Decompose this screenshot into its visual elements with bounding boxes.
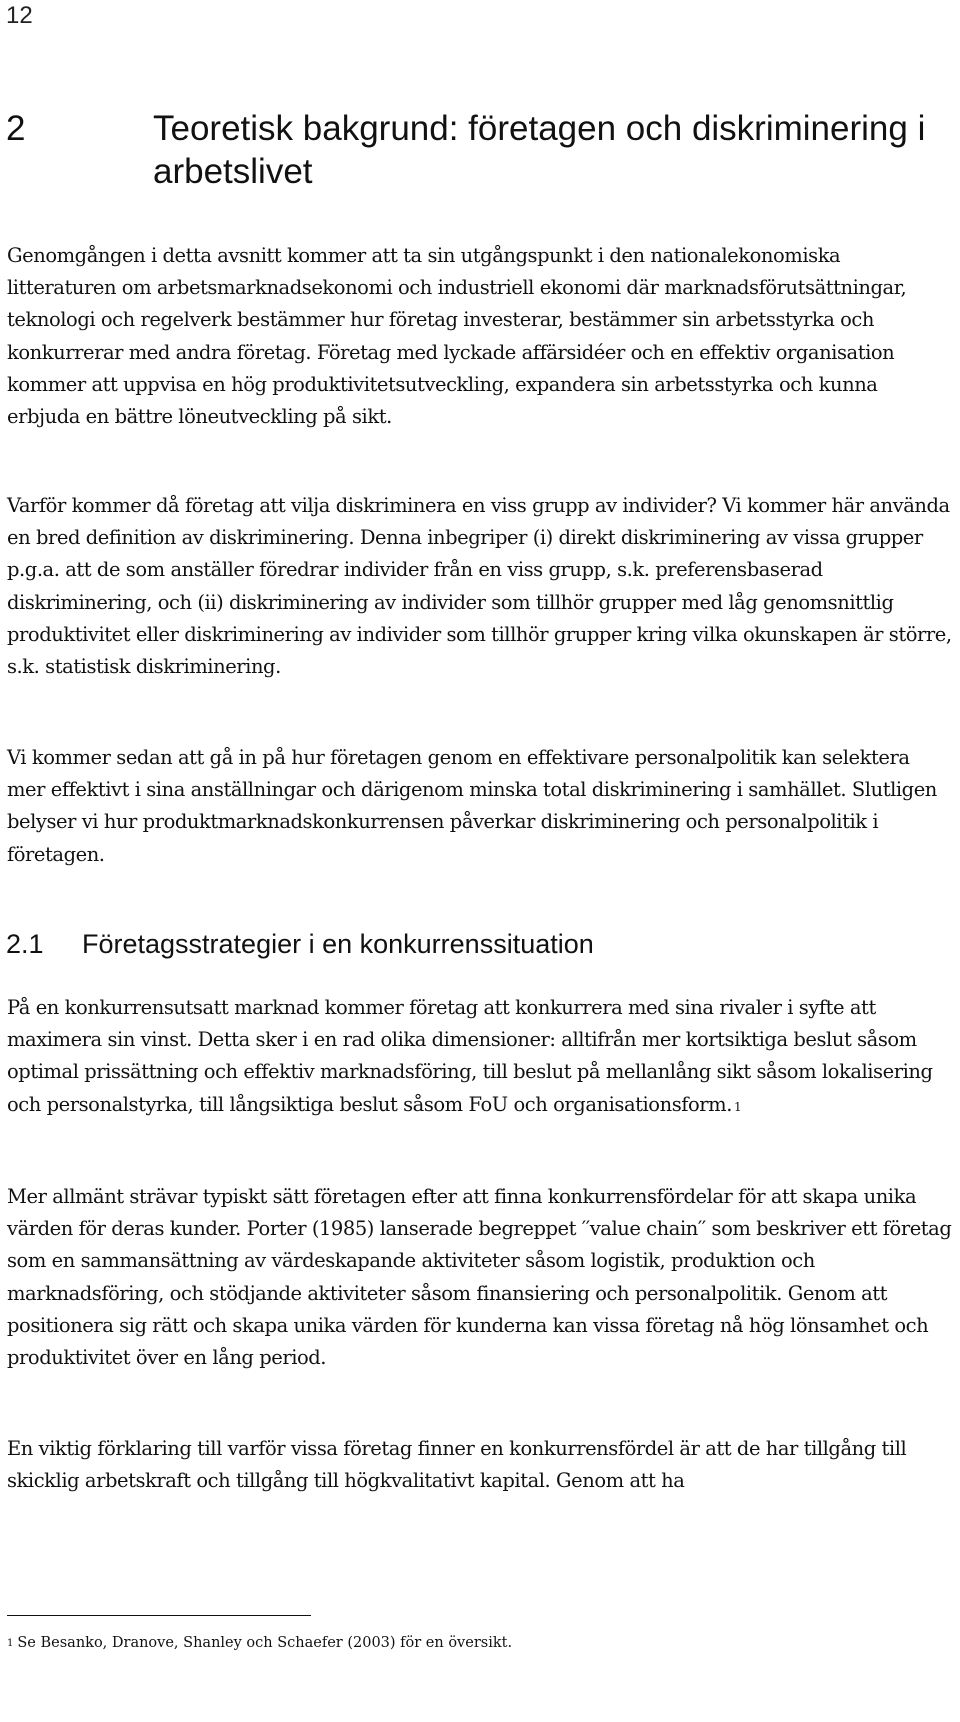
paragraph-intro: Genomgången i detta avsnitt kommer att ta sin utgångspunkt i den nationalekonomiska litteraturen om arbetsmarknadsekonomi och industriell ekonomi där marknadsförutsättningar, teknologi och regelverk bestämmer hur företag investerar, bestämmer sin arbetsstyrka och konkurrerar med andra företag. Företag med lyckade affärsidéer och en effektiv organisation kommer att uppvisa en hög produktivitetsutveckling, expandera sin arbetsstyrka och kunna erbjuda en bättre löneutveckling på sikt. [7,244,907,429]
section-number: 2.1 [6,929,44,959]
paragraph-competition [7,992,952,1121]
chapter-number: 2 [6,109,26,148]
paragraph-competition-text: På en konkurrensutsatt marknad kommer företag att konkurrera med sina rivaler i syfte att maximera sin vinst. Detta sker i en rad olika dimensioner: alltifrån mer kortsiktiga beslut såsom optimal prissättning och effektiv marknadsföring, till beslut på mellanlång sikt såsom lokalisering och personalstyrka, till långsiktiga beslut såsom FoU och organisationsform. [7,996,933,1116]
footnote [7,1633,947,1653]
footnote-mark: 1 [7,1638,14,1649]
section-title: Företagsstrategier i en konkurrenssituation [82,929,594,959]
paragraph-value-chain: Mer allmänt strävar typiskt sätt företagen efter att finna konkurrensfördelar för att skapa unika värden för deras kunder. Porter (1985) lanserade begreppet ′′value chain′′ som beskriver ett företag som en sammansättning av värdeskapande aktiviteter såsom logistik, produktion och marknadsföring, och stödjande aktiviteter såsom finansiering och personalpolitik. Genom att positionera sig rätt och skapa unika värden för kunderna kan vissa företag nå hög lönsamhet och produktivitet över en lång period. [7,1185,952,1370]
chapter-title: Teoretisk bakgrund: företagen och diskriminering i arbetslivet [153,109,926,191]
paragraph-discrimination: Varför kommer då företag att vilja diskriminera en viss grupp av individer? Vi kommer här använda en bred definition av diskriminering. Denna inbegriper (i) direkt diskriminering av vissa grupper p.g.a. att de som anställer föredrar individer från en viss grupp, s.k. preferensbaserad diskriminering, och (ii) diskriminering av individer som tillhör grupper med låg genomsnittlig produktivitet eller diskriminering av individer som tillhör grupper kring vilka okunskapen är större, s.k. statistisk diskriminering. [7,494,952,679]
section-heading [6,926,946,962]
footnote-reference[interactable]: 1 [733,1099,742,1114]
footnote-divider [7,1615,311,1616]
paragraph-personnel-policy: Vi kommer sedan att gå in på hur företagen genom en effektivare personalpolitik kan selektera mer effektivt i sina anställningar och därigenom minska total diskriminering i samhället. Slutligen belyser vi hur produktmarknadskonkurrensen påverkar diskriminering och personalpolitik i företagen. [7,746,937,866]
paragraph-skilled-labour: En viktig förklaring till varför vissa företag finner en konkurrensfördel är att de har tillgång till skicklig arbetskraft och tillgång till högkvalitativt kapital. Genom att ha [7,1437,907,1493]
footnote-text: Se Besanko, Dranove, Shanley och Schaefer (2003) för en översikt. [17,1635,513,1651]
chapter-heading [6,107,946,193]
page-number: 12 [6,2,33,29]
